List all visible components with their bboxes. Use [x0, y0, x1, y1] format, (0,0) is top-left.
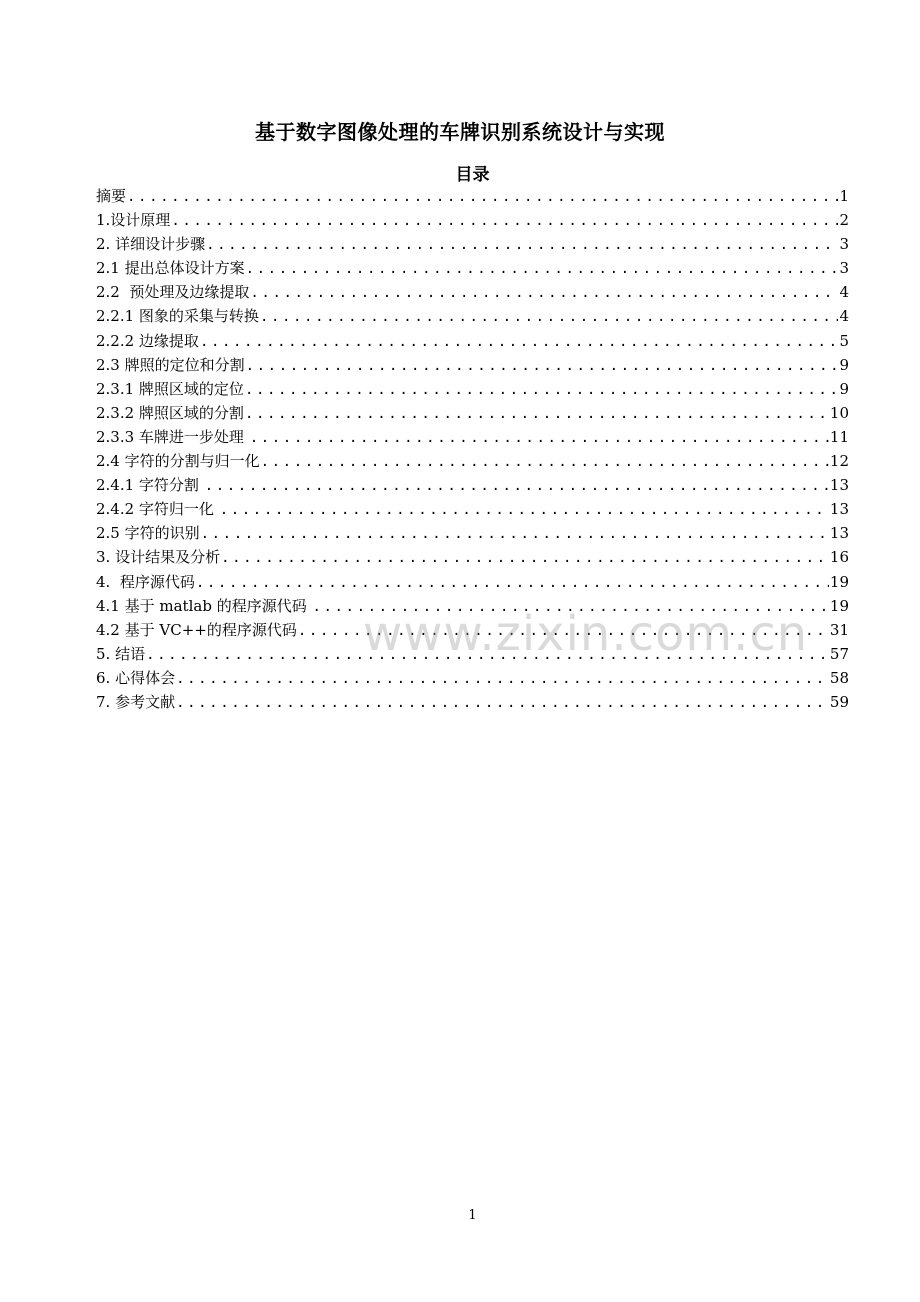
toc-leader-dots: [250, 426, 829, 449]
toc-entry-text: 2.2.2 边缘提取: [96, 331, 199, 350]
toc-entry[interactable]: [96, 666, 849, 690]
toc-entry-text: 2.3.3 车牌进一步处理: [96, 427, 249, 446]
toc-entry[interactable]: [96, 184, 849, 208]
toc-entry[interactable]: [96, 570, 849, 594]
toc-leader-dots: [246, 257, 839, 280]
toc-entry[interactable]: [96, 256, 849, 280]
toc-entry-text: 7. 参考文献: [96, 692, 176, 711]
toc-entry-page: 31: [829, 620, 849, 639]
toc-entry-text: 2.5 字符的识别: [96, 524, 200, 543]
toc-entry-page: 59: [829, 692, 849, 711]
toc-leader-dots: [220, 498, 829, 521]
toc-entry[interactable]: [96, 280, 849, 304]
toc-entry[interactable]: [96, 304, 849, 328]
toc-entry-text: 2. 详细设计步骤: [96, 235, 206, 254]
toc-entry[interactable]: [96, 594, 849, 618]
toc-entry-page: 12: [829, 452, 849, 471]
toc-entry[interactable]: [96, 473, 849, 497]
toc-entry[interactable]: [96, 353, 849, 377]
toc-entry-page: 11: [829, 427, 849, 446]
toc-leader-dots: [201, 522, 829, 545]
document-title: 基于数字图像处理的车牌识别系统设计与实现: [255, 120, 665, 144]
toc-leader-dots: [246, 354, 839, 377]
toc-leader-dots: [176, 691, 829, 714]
toc-entry-page: 3: [839, 235, 849, 254]
toc-entry-text: 4.2 基于 VC++的程序源代码: [96, 620, 297, 639]
toc-entry-page: 4: [839, 283, 849, 302]
toc-entry-page: 58: [829, 668, 849, 687]
toc-entry-page: 19: [829, 596, 849, 615]
toc-entry-text: 4.1 基于 matlab 的程序源代码: [96, 596, 312, 615]
toc-entry[interactable]: [96, 642, 849, 666]
toc-entry[interactable]: [96, 329, 849, 353]
toc-entry-text: 2.4 字符的分割与归一化: [96, 452, 260, 471]
toc-entry-text: 6. 心得体会: [96, 668, 176, 687]
toc-entry[interactable]: [96, 425, 849, 449]
table-of-contents: [96, 184, 849, 714]
toc-leader-dots: [206, 233, 838, 256]
toc-leader-dots: [250, 281, 838, 304]
toc-leader-dots: [171, 209, 838, 232]
toc-entry-text: 3. 设计结果及分析: [96, 548, 221, 567]
toc-entry-text: 2.1 提出总体设计方案: [96, 259, 245, 278]
toc-entry-page: 4: [839, 307, 849, 326]
toc-leader-dots: [127, 185, 838, 208]
toc-entry-page: 13: [829, 476, 849, 495]
toc-heading: 目录: [455, 165, 490, 185]
toc-entry[interactable]: [96, 545, 849, 569]
toc-entry-page: 16: [829, 548, 849, 567]
toc-entry-page: 13: [829, 524, 849, 543]
toc-entry[interactable]: [96, 618, 849, 642]
watermark: www.zixin.com.cn: [363, 606, 809, 662]
toc-entry-page: 1: [839, 187, 849, 205]
toc-entry-page: 19: [829, 572, 849, 591]
toc-entry[interactable]: [96, 208, 849, 232]
toc-entry[interactable]: [96, 449, 849, 473]
toc-leader-dots: [312, 595, 828, 618]
toc-entry-text: 5. 结语: [96, 644, 146, 663]
toc-leader-dots: [260, 305, 839, 328]
toc-entry-text: 2.2.1 图象的采集与转换: [96, 307, 259, 326]
toc-entry-text: 2.4.2 字符归一化: [96, 500, 219, 519]
toc-entry[interactable]: [96, 521, 849, 545]
toc-entry-text: 2.3.1 牌照区域的定位: [96, 379, 244, 398]
toc-entry-text: 2.2 预处理及边缘提取: [96, 283, 250, 302]
toc-leader-dots: [146, 643, 829, 666]
toc-entry-page: 2: [839, 211, 849, 230]
toc-entry[interactable]: [96, 690, 849, 714]
toc-entry[interactable]: [96, 232, 849, 256]
page-number: 1: [468, 1208, 477, 1223]
toc-leader-dots: [221, 546, 829, 569]
toc-entry-text: 摘要: [96, 187, 127, 205]
toc-leader-dots: [245, 378, 839, 401]
toc-entry-page: 57: [829, 644, 849, 663]
toc-entry[interactable]: [96, 401, 849, 425]
toc-leader-dots: [196, 571, 829, 594]
toc-entry[interactable]: [96, 377, 849, 401]
toc-leader-dots: [176, 667, 829, 690]
toc-entry-text: 2.4.1 字符分割: [96, 476, 204, 495]
toc-entry-text: 1.设计原理: [96, 211, 171, 230]
toc-entry-page: 5: [839, 331, 849, 350]
toc-entry-page: 9: [839, 379, 849, 398]
toc-entry-page: 9: [839, 355, 849, 374]
toc-leader-dots: [261, 450, 829, 473]
toc-entry-page: 13: [829, 500, 849, 519]
toc-entry-page: 10: [829, 403, 849, 422]
toc-leader-dots: [200, 330, 839, 353]
toc-leader-dots: [205, 474, 829, 497]
toc-leader-dots: [245, 402, 829, 425]
toc-entry[interactable]: [96, 497, 849, 521]
toc-entry-page: 3: [839, 259, 849, 278]
toc-entry-text: 2.3 牌照的定位和分割: [96, 355, 245, 374]
toc-leader-dots: [298, 619, 829, 642]
toc-entry-text: 4. 程序源代码: [96, 572, 195, 591]
toc-entry-text: 2.3.2 牌照区域的分割: [96, 403, 244, 422]
